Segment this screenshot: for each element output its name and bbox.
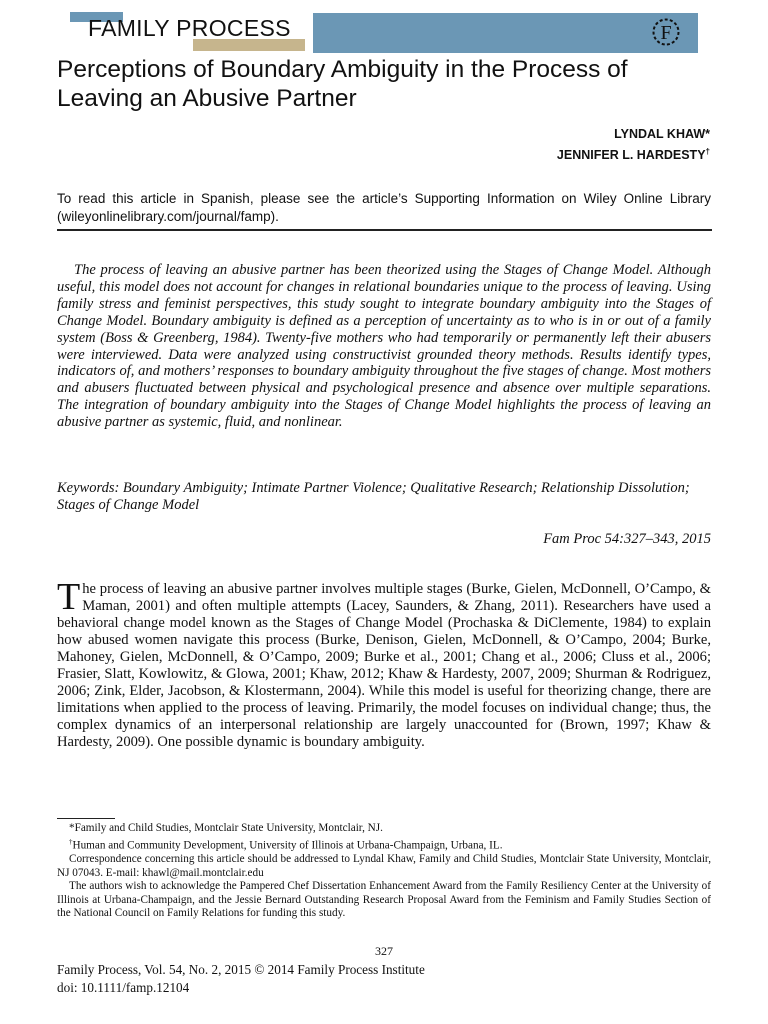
article-title (57, 55, 737, 113)
drop-cap: T (57, 576, 81, 618)
svg-text:F: F (660, 22, 672, 44)
abstract: The process of leaving an abusive partner has been theorized using the Stages of Change Model. Although useful, this model does not account for changes in relational boundaries unique to the process of leaving. Using family stress and feminist perspectives, this study sought to integrate boundary ambiguity into the Stages of Change Model. Boundary ambiguity is defined as a perception of uncertainty as to who is in or out of a family system (Boss & Greenberg, 1984). Twenty-five mothers who had temporarily or permanently left their abusers were interviewed. Data were analyzed using constructivist grounded theory methods. Results identify types, indicators of, and mothers’ responses to boundary ambiguity throughout the five stages of change. Most mothers and abusers fluctuated between physical and psychological presence and absence over multiple separations. The integration of boundary ambiguity into the Stages of Change Model highlights the process of leaving an abusive partner as systemic, fluid, and nonlinear. (57, 262, 711, 431)
page-number: 327 (375, 944, 393, 958)
doi: doi: 10.1111/famp.12104 (57, 979, 190, 995)
body-paragraph: The process of leaving an abusive partner involves multiple stages (Burke, Gielen, McDonnell, O’Campo, & Maman, 2001) and often multiple attempts (Lacey, Saunders, & Zhang, 2011). Researchers have used a behavioral change model known as the Stages of Change Model (Prochaska & DiClemente, 1984) to explain how abused women navigate this process (Burke, Denison, Gielen, McDonnell, & O’Campo, 2004; Burke, Mahoney, Gielen, McDonnell, & O’Campo, 2009; Burke et al., 2001; Chang et al., 2006; Cluss et al., 2006; Frasier, Slatt, Kowlowitz, & Glowa, 2001; Khaw, 2012; Khaw & Hardesty, 2007, 2009; Shurman & Rodriguez, 2006; Zink, Elder, Jacobson, & Klostermann, 2004). While this model is useful for theorizing change, there are limitations when applied to the process of leaving. Primarily, the model focuses on individual change; thus, the complex dynamics of an interpersonal relationship are largely unaccounted for (Brown, 1997; Khaw & Hardesty, 2009). One possible dynamic is boundary ambiguity. (57, 576, 711, 750)
spanish-translation-note: To read this article in Spanish, please see the article’s Supporting Information on Wiley Online Library (wileyonlinelibrary.com/journal/famp). (57, 191, 711, 224)
citation: Fam Proc 54:327–343, 2015 (543, 531, 711, 547)
section-divider (57, 229, 712, 231)
author-1: LYNDAL KHAW* (614, 127, 710, 141)
article-title-line-1: Perceptions of Boundary Ambiguity in the Process of (57, 56, 628, 83)
author-2: JENNIFER L. HARDESTY† (556, 147, 710, 163)
keywords: Keywords: Boundary Ambiguity; Intimate Partner Violence; Qualitative Research; Relationship Dissolution; Stages of Change Model (57, 480, 690, 514)
author-list (557, 125, 710, 164)
footnote-acknowledgement: The authors wish to acknowledge the Pampered Chef Dissertation Enhancement Award from the Family Resiliency Center at the University of Illinois at Urbana-Champaign, and the Jessie Bernard Outstanding Research Proposal Award from the Feminism and Family Studies Section of the National Council on Family Relations for funding this study. (57, 880, 711, 920)
footnote-divider (57, 818, 115, 819)
footnote-affiliation-1: *Family and Child Studies, Montclair State University, Montclair, NJ. (69, 822, 383, 834)
footnote-correspondence: Correspondence concerning this article should be addressed to Lyndal Khaw, Family and Child Studies, Montclair State University, Montclair, NJ 07043. E-mail: khawl@mail.montclair.edu (57, 852, 711, 879)
journal-logo-icon (651, 17, 681, 47)
journal-volume-line: Family Process, Vol. 54, No. 2, 2015 © 2014 Family Process Institute (57, 962, 425, 977)
footnotes (57, 822, 711, 921)
footnote-affiliation-2: †Human and Community Development, University of Illinois at Urbana-Champaign, Urbana, IL. (69, 837, 503, 852)
header-blue-banner (313, 13, 698, 53)
journal-name: FAMILY PROCESS (88, 15, 291, 41)
article-title-line-2: Leaving an Abusive Partner (57, 85, 357, 112)
journal-imprint (57, 961, 425, 996)
